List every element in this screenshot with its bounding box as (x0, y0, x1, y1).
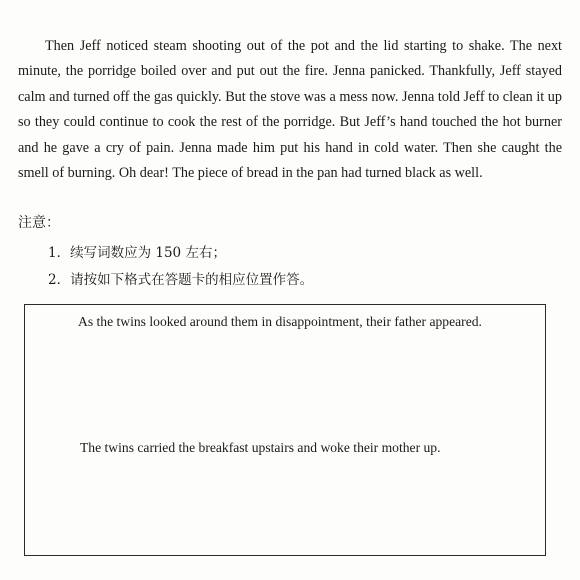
story-passage: Then Jeff noticed steam shooting out of the pot and the lid starting to shake. The next minute, the porridge boiled over and put out the fire. Jenna panicked. Thankfully, Jeff stayed calm and turned off the gas quickly. But the stove was a mess now. Jenna told Jeff to clean it up so they could continue to cook the rest of the porridge. But Jeff’s hand touched the hot burner and he gave a cry of pain. Jenna made him put his hand in cold water. Then she caught the smell of burning. Oh dear! The piece of bread in the pan had turned black as well. (18, 38, 562, 182)
note-item-format: 2．请按如下格式在答题卡的相应位置作答。 (48, 272, 314, 288)
notes-list (48, 240, 313, 294)
answer-box[interactable] (24, 304, 546, 556)
notes-heading: 注意： (18, 215, 60, 231)
paragraph-2-opening: The twins carried the breakfast upstairs and woke their mother up. (80, 440, 441, 455)
note-item-word-count: 1．续写词数应为 150 左右； (48, 245, 226, 261)
paragraph-1-opening: As the twins looked around them in disappointment, their father appeared. (78, 314, 482, 329)
